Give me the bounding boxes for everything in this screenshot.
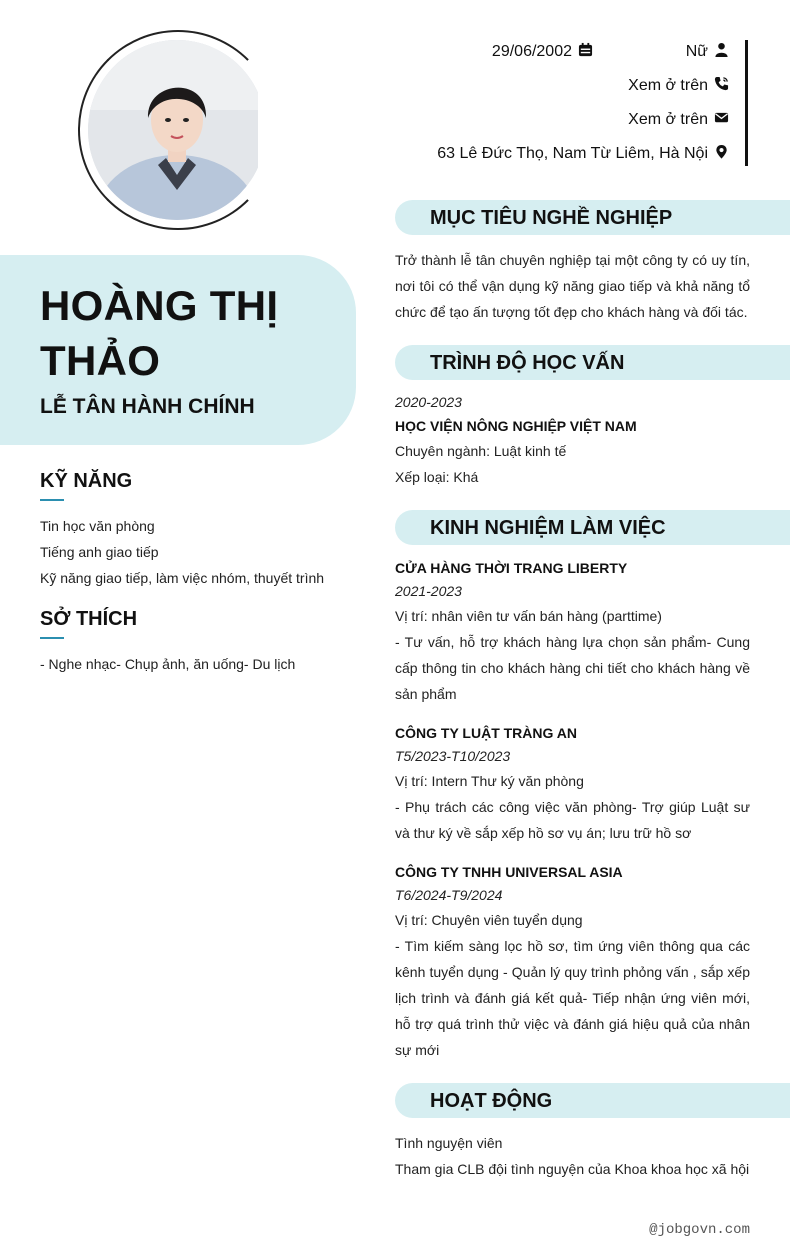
job-position: Vị trí: Intern Thư ký văn phòng [395, 773, 584, 789]
hobbies-title: SỞ THÍCH [40, 608, 138, 630]
envelope-icon [714, 110, 729, 130]
job-entry [395, 556, 750, 707]
dob-value: 29/06/2002 [491, 43, 572, 60]
gender-row [686, 42, 729, 62]
job-company: CÔNG TY LUẬT TRÀNG AN [395, 725, 577, 741]
job-company: CỬA HÀNG THỜI TRANG LIBERTY [395, 560, 628, 576]
skills-title: KỸ NĂNG [40, 470, 133, 492]
email-row [628, 110, 729, 130]
objective-header [395, 200, 790, 235]
job-company: CÔNG TY TNHH UNIVERSAL ASIA [395, 864, 623, 880]
activity-item: Tham gia CLB đội tình nguyện của Khoa khoa học xã hội [395, 1161, 750, 1177]
email-value[interactable]: Xem ở trên [628, 111, 708, 128]
phone-row [628, 76, 729, 96]
hobbies-underline [40, 637, 64, 639]
dob-row [492, 42, 593, 62]
skill-item: Kỹ năng giao tiếp, làm việc nhóm, thuyết trình [40, 570, 325, 586]
education-major: Chuyên ngành: Luật kinh tế [395, 443, 567, 459]
activities-block [395, 1130, 750, 1182]
activities-title: HOẠT ĐỘNG [430, 1090, 553, 1112]
job-entry [395, 721, 750, 846]
job-entry [395, 860, 750, 1063]
address-value: 63 Lê Đức Thọ, Nam Từ Liêm, Hà Nội [437, 145, 708, 162]
job-description: - Tư vấn, hỗ trợ khách hàng lựa chọn sản phẩm- Cung cấp thông tin cho khách hàng chi tiết cho khách hàng về sản phẩm [395, 634, 750, 702]
gender-value: Nữ [685, 43, 708, 60]
experience-header [395, 510, 790, 545]
footer-credit: @jobgovn.com [649, 1222, 750, 1238]
education-period: 2020-2023 [395, 394, 462, 410]
activity-item: Tình nguyện viên [395, 1135, 503, 1151]
experience-title: KINH NGHIỆM LÀM VIỆC [430, 517, 666, 539]
skill-item: Tiếng anh giao tiếp [40, 544, 159, 560]
objective-text: Trở thành lễ tân chuyên nghiệp tại một công ty có uy tín, nơi tôi có thể vận dụng kỹ năng giao tiếp và khả năng tổ chức để tạo ấn tượng tốt đẹp cho khách hàng và đối tác. [395, 252, 750, 320]
job-description: - Tìm kiếm sàng lọc hồ sơ, tìm ứng viên thông qua các kênh tuyển dụng - Quản lý quy trình phỏng vấn , sắp xếp lịch trình và đánh giá kết quả- Tiếp nhận ứng viên mới, hỗ trợ quá trình thử việc và đánh giá hiệu quả của nhân sự mới [395, 938, 750, 1058]
calendar-icon [578, 42, 593, 62]
hobbies-section [40, 608, 360, 677]
education-grade: Xếp loại: Khá [395, 469, 479, 485]
job-position: Vị trí: Chuyên viên tuyển dụng [395, 912, 583, 928]
skills-underline [40, 499, 64, 501]
education-school: HỌC VIỆN NÔNG NGHIỆP VIỆT NAM [395, 418, 637, 434]
education-block [395, 391, 750, 490]
job-description: - Phụ trách các công việc văn phòng- Trợ giúp Luật sư và thư ký về sắp xếp hồ sơ vụ án; lưu trữ hồ sơ [395, 799, 750, 841]
phone-value[interactable]: Xem ở trên [628, 77, 708, 94]
full-name: HOÀNG THỊ THẢO [40, 282, 279, 384]
hobbies-list [40, 651, 360, 677]
job-period: 2021-2023 [395, 583, 462, 599]
skills-list [40, 513, 360, 591]
person-icon [714, 42, 729, 62]
activities-header [395, 1083, 790, 1118]
job-position: Vị trí: nhân viên tư vấn bán hàng (parttime) [395, 608, 662, 624]
photo-mask [258, 36, 282, 226]
location-pin-icon [714, 144, 729, 164]
education-header [395, 345, 790, 380]
education-title: TRÌNH ĐỘ HỌC VẤN [430, 352, 625, 374]
job-period: T5/2023-T10/2023 [395, 748, 511, 764]
hobby-item: - Nghe nhạc- Chụp ảnh, ăn uống- Du lịch [40, 656, 296, 672]
job-role: LỄ TÂN HÀNH CHÍNH [40, 395, 255, 418]
objective-title: MỤC TIÊU NGHỀ NGHIỆP [430, 207, 673, 229]
job-period: T6/2024-T9/2024 [395, 887, 503, 903]
skill-item: Tin học văn phòng [40, 518, 155, 534]
phone-icon [714, 76, 729, 96]
profile-photo [88, 40, 266, 220]
skills-section [40, 470, 360, 591]
address-row [437, 144, 729, 164]
contact-block [388, 40, 748, 166]
